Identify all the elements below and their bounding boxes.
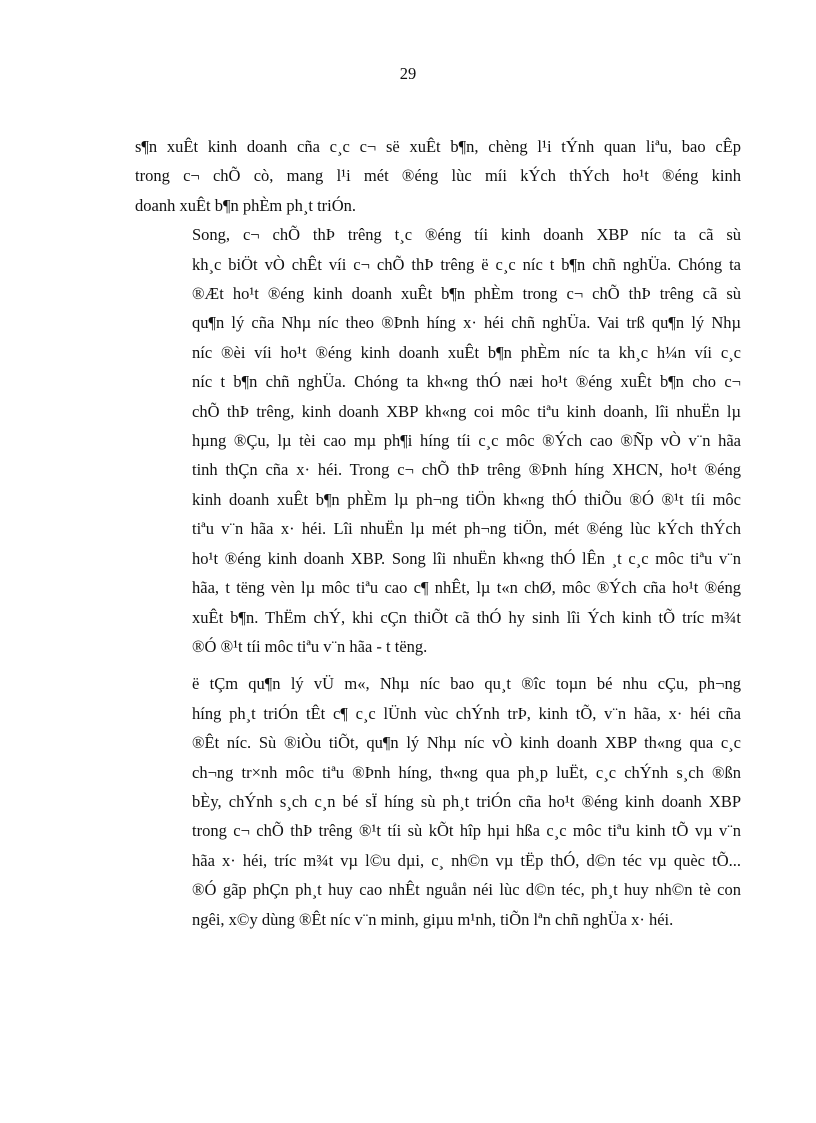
text-line: kh¸c biÖt vÒ chÊt víi c¬ chÕ thÞ trêng ë c¸c níc t b¶n chñ nghÜa. Chóng ta xyxy=(192,254,741,274)
text-line: ho¹t ®éng kinh doanh XBP. Song lîi nhuËn kh«ng thÓ lÊn ¸t c¸c môc tiªu v¨n xyxy=(192,548,741,568)
text-line: hµng ®Çu, lµ tèi cao mµ ph¶i híng tíi c¸c môc ®Ých cao ®Ñp vÒ v¨n hãa xyxy=(192,431,741,451)
text-line: xuÊt b¶n. ThËm chÝ, khi cÇn thiÕt cã thÓ hy sinh lîi Ých kinh tÕ tríc m¾t xyxy=(192,607,741,627)
body-text xyxy=(135,132,741,934)
text-line: Song, c¬ chÕ thÞ trêng t¸c ®éng tíi kinh doanh XBP níc ta cã sù xyxy=(192,225,741,245)
text-line: bÈy, chÝnh s¸ch c¸n bé sÏ híng sù ph¸t triÓn cña ho¹t ®éng kinh doanh XBP xyxy=(192,791,741,811)
text-line: ch¬ng tr×nh môc tiªu ®Þnh híng, th«ng qua ph¸p luËt, c¸c chÝnh s¸ch ®ßn xyxy=(192,762,741,782)
text-line: ®Æt ho¹t ®éng kinh doanh xuÊt b¶n phÈm trong c¬ chÕ thÞ trêng cã sù xyxy=(192,284,741,304)
paragraph xyxy=(135,220,741,661)
text-line: híng ph¸t triÓn tÊt c¶ c¸c lÜnh vùc chÝnh trÞ, kinh tÕ, v¨n hãa, x· héi cña xyxy=(192,703,741,723)
text-line: s¶n xuÊt kinh doanh cña c¸c c¬ së xuÊt b¶n, chèng l¹i tÝnh quan liªu, bao cÊp xyxy=(135,137,741,156)
text-line: trong c¬ chÕ thÞ trêng ®¹t tíi sù kÕt hîp hµi hßa c¸c môc tiªu kinh tÕ vµ v¨n xyxy=(192,821,741,841)
text-line: ®Ó ®¹t tíi môc tiªu v¨n hãa - t tëng. xyxy=(192,636,428,656)
text-line: níc ®èi víi ho¹t ®éng kinh doanh xuÊt b¶n phÈm níc ta kh¸c h¼n víi c¸c xyxy=(192,342,741,362)
text-line: hãa x· héi, tríc m¾t vµ l©u dµi, c¸ nh©n vµ tËp thÓ, d©n téc vµ quèc tÕ... xyxy=(192,850,741,870)
text-line: trong c¬ chÕ cò, mang l¹i mét ®éng lùc míi kÝch thÝch ho¹t ®éng kinh xyxy=(135,166,741,186)
text-line: ®Êt níc. Sù ®iÒu tiÕt, qu¶n lý Nhµ níc vÒ kinh doanh XBP th«ng qua c¸c xyxy=(192,733,741,753)
text-line: hãa, t tëng vèn lµ môc tiªu cao c¶ nhÊt, lµ t«n chØ, môc ®Ých cña ho¹t ®éng xyxy=(192,578,741,598)
text-line: tinh thÇn cña x· héi. Trong c¬ chÕ thÞ trêng ®Þnh híng XHCN, ho¹t ®éng xyxy=(192,460,741,480)
text-line: ë tÇm qu¶n lý vÜ m«, Nhµ níc bao qu¸t ®îc toµn bé nhu cÇu, ph¬ng xyxy=(192,674,741,694)
text-line: ngêi, x©y dùng ®Êt níc v¨n minh, giµu m¹nh, tiÕn lªn chñ nghÜa x· héi. xyxy=(192,909,674,929)
text-line: chÕ thÞ trêng, kinh doanh XBP kh«ng coi môc tiªu kinh doanh, lîi nhuËn lµ xyxy=(192,401,741,421)
page-number: 29 xyxy=(399,64,417,83)
text-line: ®Ó gãp phÇn ph¸t huy cao nhÊt nguån néi lùc d©n téc, ph¸t huy nh©n tè con xyxy=(192,880,741,900)
text-line: qu¶n lý cña Nhµ níc theo ®Þnh híng x· héi chñ nghÜa. Vai trß qu¶n lý Nhµ xyxy=(192,313,741,333)
paragraph xyxy=(135,132,741,220)
text-line: doanh xuÊt b¶n phÈm ph¸t triÓn. xyxy=(135,195,357,215)
paragraph xyxy=(135,669,741,934)
text-line: kinh doanh xuÊt b¶n phÈm lµ ph¬ng tiÖn kh«ng thÓ thiÕu ®Ó ®¹t tíi môc xyxy=(192,489,741,509)
text-line: níc t b¶n chñ nghÜa. Chóng ta kh«ng thÓ næi ho¹t ®éng xuÊt b¶n cho c¬ xyxy=(192,372,741,392)
text-line: tiªu v¨n hãa x· héi. Lîi nhuËn lµ mét ph¬ng tiÖn, mét ®éng lùc kÝch thÝch xyxy=(192,519,741,539)
